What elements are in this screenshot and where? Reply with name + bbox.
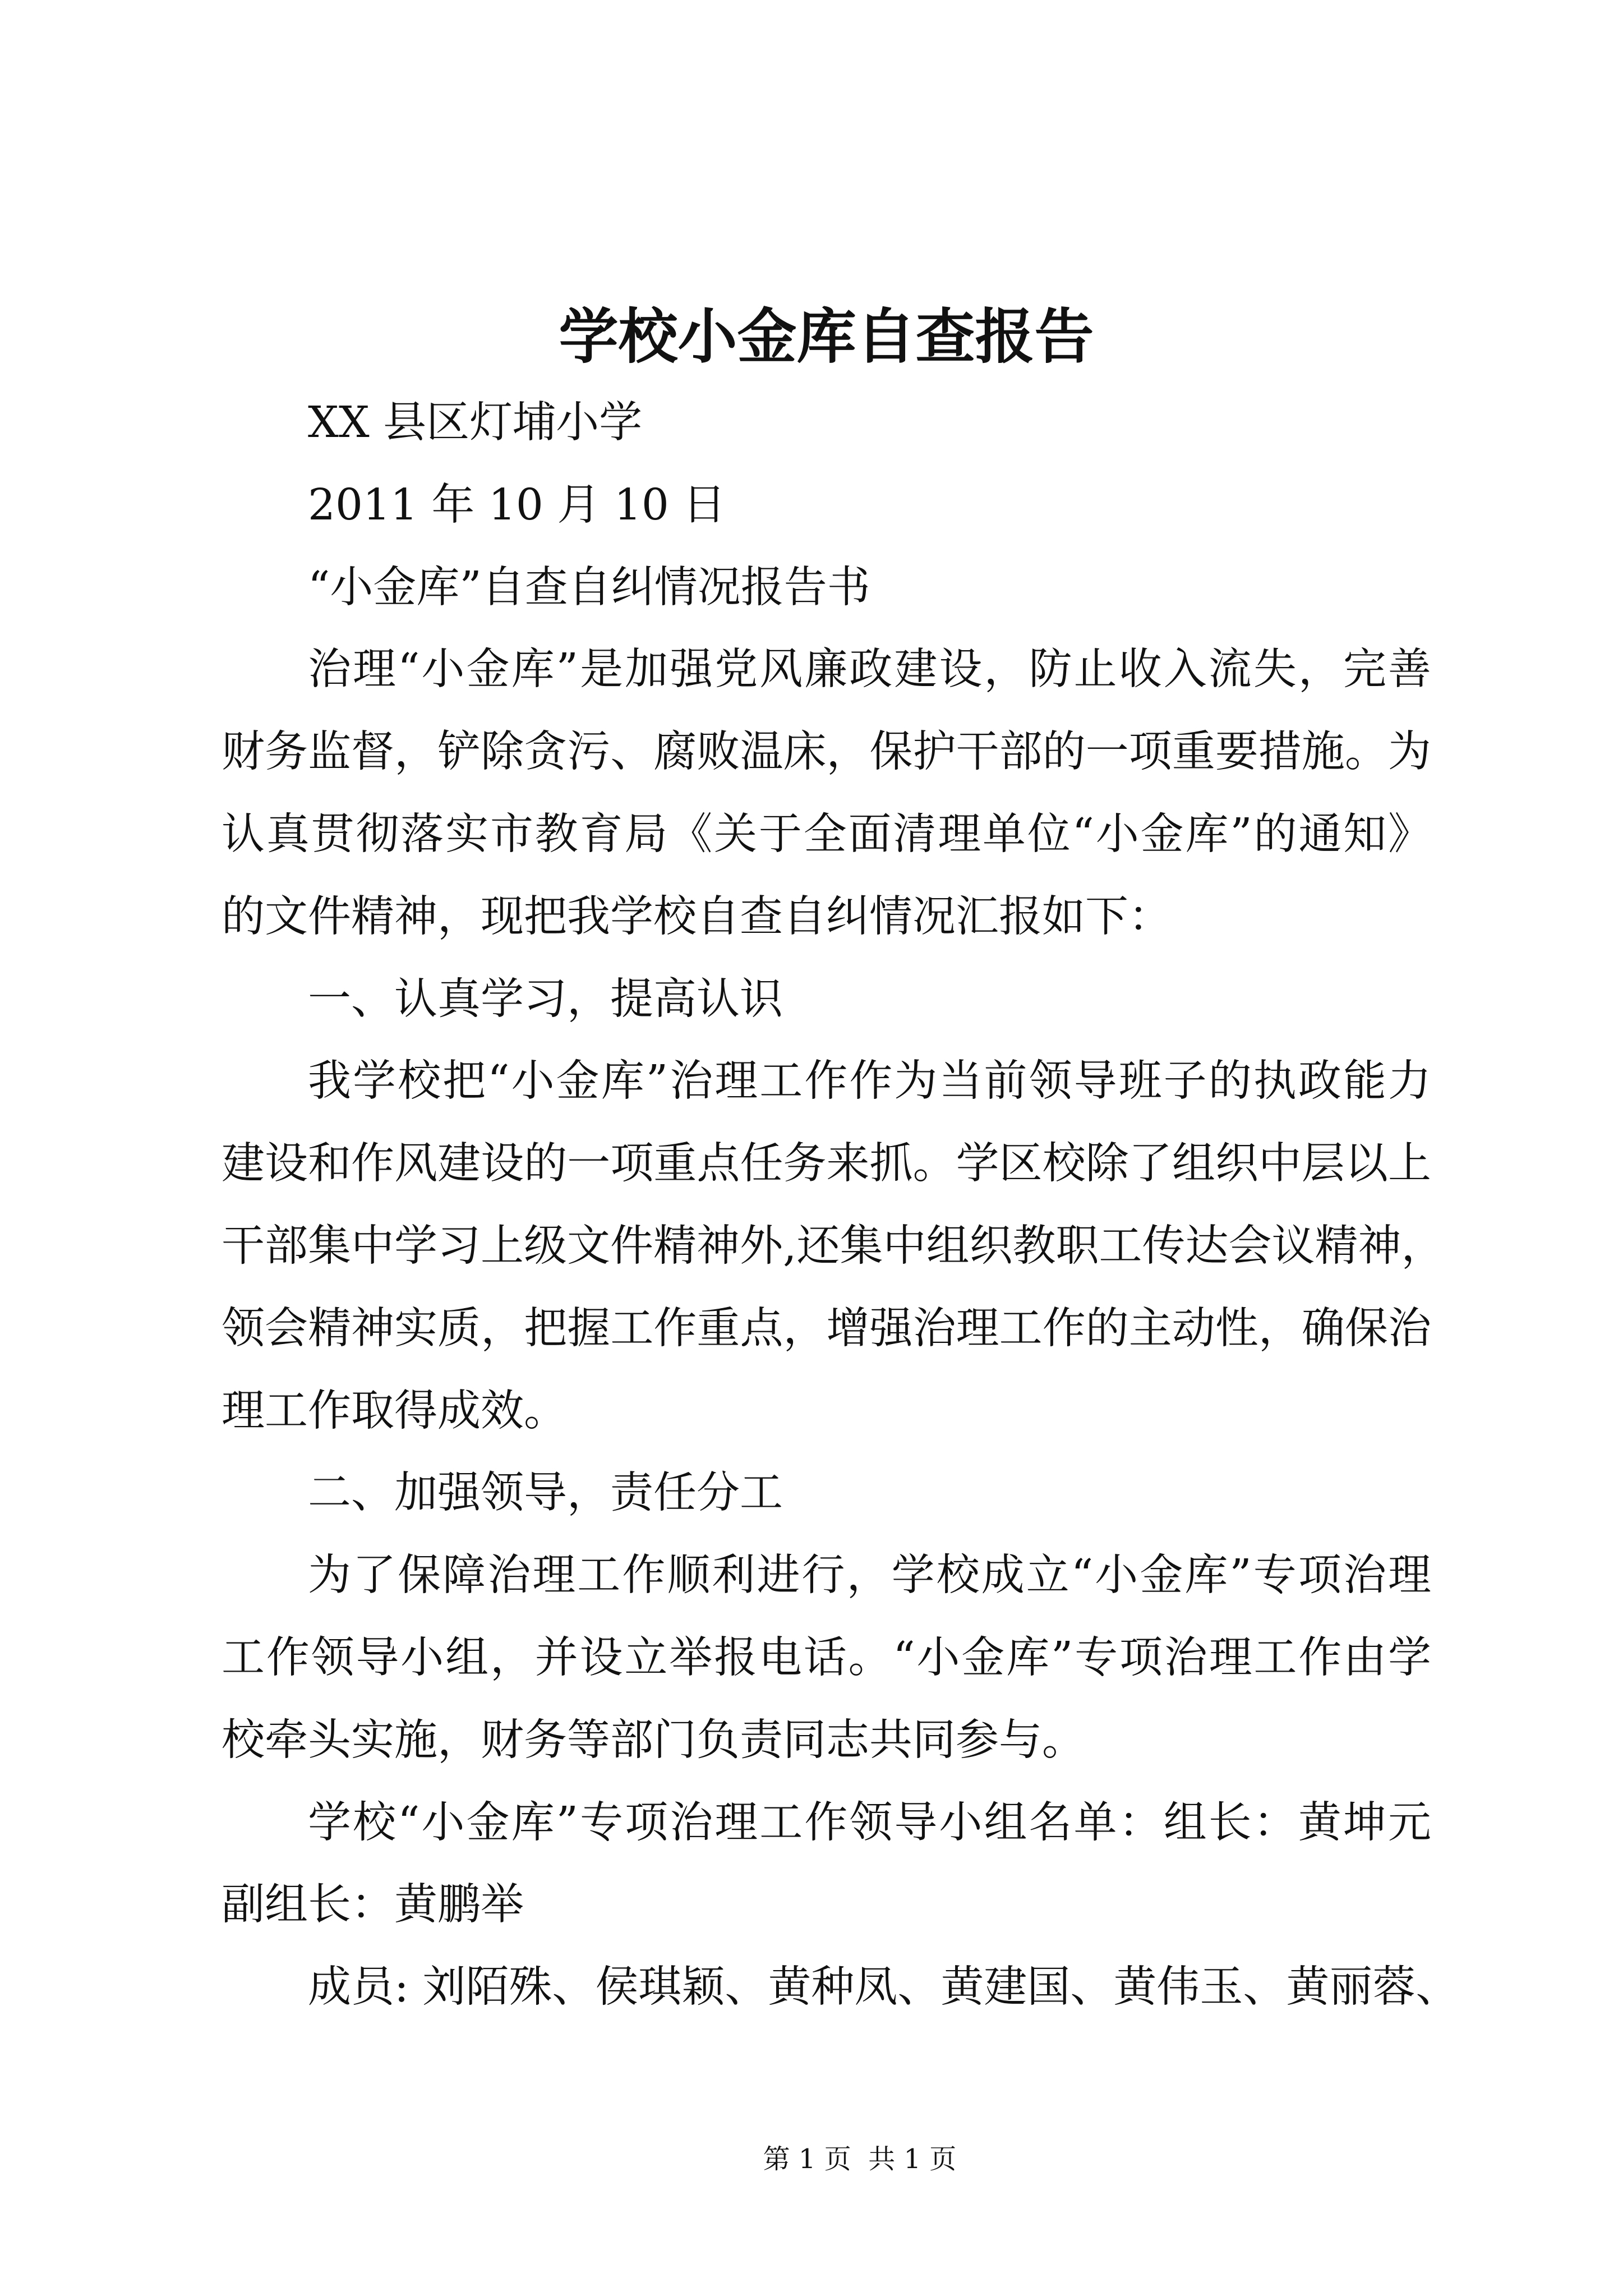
school-name: XX 县区灯埔小学: [308, 398, 643, 448]
section-heading: 二、加强领导，责任分工: [308, 1468, 783, 1519]
paragraph-line: 领会精神实质，把握工作重点，增强治理工作的主动性，确保治: [222, 1303, 1431, 1354]
paragraph-line: 建设和作风建设的一项重点任务来抓。学区校除了组织中层以上: [222, 1139, 1431, 1189]
document-body: [222, 382, 1459, 2029]
paragraph-line: 理工作取得成效。: [222, 1386, 567, 1436]
paragraph-line: 的文件精神，现把我学校自查自纠情况汇报如下：: [222, 891, 1172, 942]
paragraph: [222, 1041, 1445, 1452]
paragraph-line: 成员: 刘陌殊、侯琪颖、黄种凤、黄建国、黄伟玉、黄丽蓉、: [308, 1962, 1459, 2013]
paragraph-line: 我学校把“小金库”治理工作作为当前领导班子的执政能力: [308, 1056, 1431, 1107]
paragraph-line: 工作领导小组，并设立举报电话。“小金库”专项治理工作由学: [222, 1632, 1431, 1683]
paragraph: [222, 629, 1431, 958]
report-subtitle: “小金库”自查自纠情况报告书: [308, 562, 870, 613]
paragraph-line: 认真贯彻落实市教育局《关于全面清理单位“小金库”的通知》: [222, 809, 1431, 859]
page-footer: 第 1 页 共 1 页: [763, 2143, 957, 2175]
paragraph-line: 财务监督，铲除贪污、腐败温床，保护干部的一项重要措施。为: [222, 727, 1431, 777]
paragraph-line: 干部集中学习上级文件精神外,还集中组织教职工传达会议精神，: [222, 1221, 1445, 1271]
paragraph-line: 为了保障治理工作顺利进行，学校成立“小金库”专项治理: [308, 1550, 1431, 1601]
paragraph-line: 学校“小金库”专项治理工作领导小组名单：组长：黄坤元: [308, 1797, 1431, 1848]
paragraph-line: 校牵头实施，财务等部门负责同志共同参与。: [222, 1715, 1085, 1765]
paragraph-line: 副组长：黄鹏举: [222, 1880, 524, 1930]
report-date: 2011 年 10 月 10 日: [308, 480, 726, 530]
paragraph-line: 治理“小金库”是加强党风廉政建设，防止收入流失，完善: [308, 645, 1431, 695]
paragraph: [222, 1782, 1431, 1947]
paragraph: [222, 1535, 1431, 1782]
document-title: 学校小金库自查报告: [559, 301, 1094, 371]
paragraph: [222, 1947, 1459, 2029]
section-heading: 一、认真学习，提高认识: [308, 974, 783, 1024]
